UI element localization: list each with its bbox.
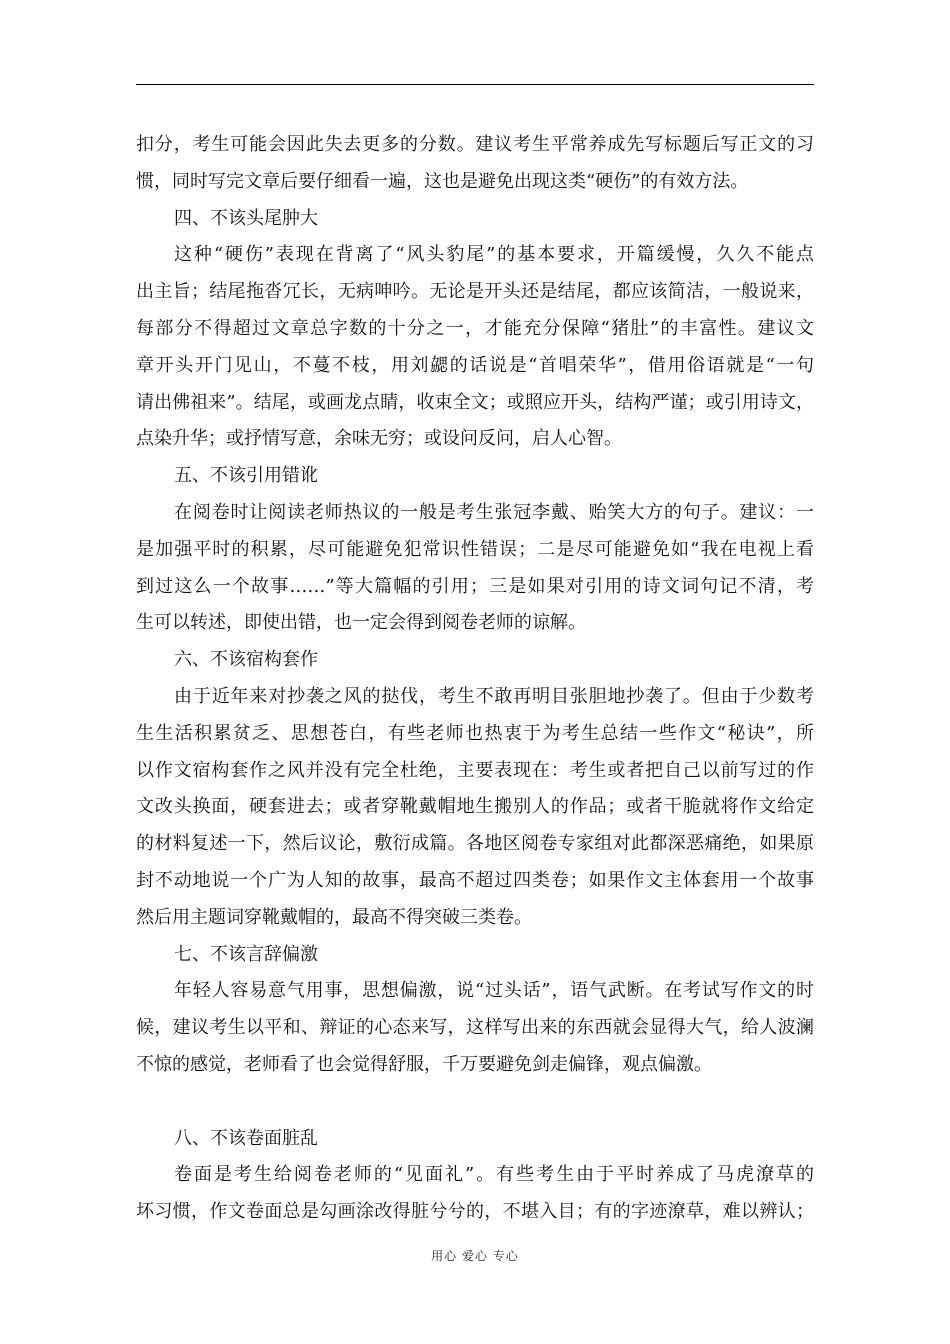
blank-line [136,1084,814,1121]
paragraph-line: 点染升华；或抒情写意，余味无穷；或设问反问，启人心智。 [136,428,622,450]
paragraph-line: 生可以转述，即使出错，也一定会得到阅卷老师的谅解。 [136,612,586,634]
paragraph-line: 封不动地说一个广为人知的故事，最高不超过四类卷；如果作文主体套用一个故事 [136,869,814,891]
paragraph-line: 出主旨；结尾拖沓冗长，无病呻吟。无论是开头还是结尾，都应该简洁，一般说来， [136,281,814,303]
paragraph-line: 在阅卷时让阅读老师热议的一般是考生张冠李戴、贻笑大方的句子。建议：一 [174,501,814,523]
paragraph-line: 由于近年来对抄袭之风的挞伐，考生不敢再明目张胆地抄袭了。但由于少数考 [174,685,814,707]
paragraph-line: 每部分不得超过文章总字数的十分之一，才能充分保障“猪肚”的丰富性。建议文 [136,317,814,339]
paragraph-line: 卷面是考生给阅卷老师的“见面礼”。有些考生由于平时养成了马虎潦草的 [174,1164,814,1186]
paragraph-line: 惯，同时写完文章后要仔细看一遍，这也是避免出现这类“硬伤”的有效方法。 [136,170,749,192]
paragraph-line: 以作文宿构套作之风并没有完全杜绝，主要表现在：考生或者把自己以前写过的作 [136,759,814,781]
paragraph-line: 扣分，考生可能会因此失去更多的分数。建议考生平常养成先写标题后写正文的习 [136,134,814,155]
paragraph-line: 候，建议考生以平和、辩证的心态来写，这样写出来的东西就会显得大气，给人波澜 [136,1017,814,1039]
section-heading: 六、不该宿构套作 [174,649,318,671]
paragraph-line: 文改头换面，硬套进去；或者穿靴戴帽地生搬别人的作品；或者干脆就将作文给定 [136,796,814,818]
paragraph-line: 章开头开门见山，不蔓不枝，用刘勰的话说是“首唱荣华”，借用俗语就是“一句 [136,354,814,376]
paragraph-line: 坏习惯，作文卷面总是勾画涂改得脏兮兮的，不堪入目；有的字迹潦草，难以辨认； [136,1201,814,1223]
paragraph-line: 生生活积累贫乏、思想苍白，有些老师也热衷于为考生总结一些作文“秘诀”，所 [136,722,814,744]
paragraph-line: 的材料复述一下，然后议论，敷衍成篇。各地区阅卷专家组对此都深恶痛绝，如果原 [136,833,814,855]
paragraph-line: 这种“硬伤”表现在背离了“风头豹尾”的基本要求，开篇缓慢，久久不能点 [174,244,814,266]
section-heading: 八、不该卷面脏乱 [174,1127,318,1149]
header-rule [136,84,814,85]
paragraph-line: 到过这么一个故事……”等大篇幅的引用；三是如果对引用的诗文词句记不清，考 [136,575,814,597]
paragraph-line: 然后用主题词穿靴戴帽的，最高不得突破三类卷。 [136,906,532,928]
section-heading: 四、不该头尾肿大 [174,207,318,229]
paragraph-line: 是加强平时的积累，尽可能避免犯常识性错误；二是尽可能避免如“我在电视上看 [136,538,814,560]
paragraph-line: 年轻人容易意气用事，思想偏激，说“过头话”，语气武断。在考试写作文的时 [174,980,814,1002]
paragraph-line: 不惊的感觉，老师看了也会觉得舒服，千万要避免剑走偏锋，观点偏激。 [136,1053,712,1075]
section-heading: 五、不该引用错讹 [174,465,318,487]
section-heading: 七、不该言辞偏激 [174,943,318,965]
document-body [136,127,814,1231]
paragraph-line: 请出佛祖来”。结尾，或画龙点睛，收束全文；或照应开头，结构严谨；或引用诗文， [136,391,814,413]
page-footer: 用心 爱心 专心 [431,1249,519,1263]
